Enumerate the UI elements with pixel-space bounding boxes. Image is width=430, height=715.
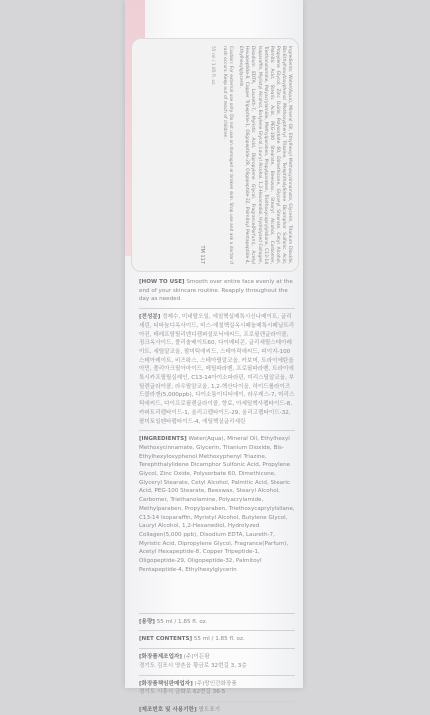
volume-text: 55 ml / 1.85 fl. oz. bbox=[156, 618, 208, 625]
divider bbox=[139, 430, 295, 431]
korean-ingredients-section bbox=[139, 313, 295, 426]
sticker-paragraph-2: Caution: For external use only. Do not use on damaged or broken skin. Stop use and ask a doctor if rash occurs. Keep out of reach of children. bbox=[222, 46, 234, 264]
expiry-section bbox=[139, 706, 295, 715]
divider bbox=[139, 308, 295, 309]
korean-ingredients-label: [전성분] bbox=[139, 314, 161, 321]
spacer bbox=[139, 575, 295, 609]
manufacturer-section bbox=[139, 653, 295, 671]
net-contents-section bbox=[139, 635, 295, 644]
volume-label: [용량] bbox=[139, 618, 155, 625]
expiry-label: [제조번호 및 사용기한] bbox=[139, 707, 197, 714]
manufacturer-address: 경기도 김포시 양촌읍 황금로 32번길 3, 3층 bbox=[139, 662, 247, 669]
divider bbox=[139, 701, 295, 702]
how-to-use-section bbox=[139, 278, 295, 304]
divider bbox=[139, 630, 295, 631]
divider bbox=[139, 613, 295, 614]
english-label-sticker bbox=[131, 38, 299, 272]
ingredients-text: Water(Aqua), Mineral Oil, Ethylhexyl Methoxycinnamate, Glycerin, Titanium Dioxide, Bis-Ethylhexyloxyphenol Methoxyphenyl Triazine, Terephthalylidene Dicamphor Sulfonic Acid, Propylene Glycol, Zinc Oxide, Polysorbate 60, Dimethicone, Glyceryl Stearate, Cetyl Alcohol, Palmitic Acid, Stearic Acid, PEG-100 Stearate, Beeswax, Stearyl Alcohol, Carbomer, Triethanolamine, Polyacrylamide, Methylparaben, Propylparaben, Triethoxycaprylylsilane, C13-14 Isoparaffin, Myristyl Alcohol, Butylene Glycol, Lauryl Alcohol, 1,2-Hexanediol, Hydrolyzed Collagen(5,000 ppb), Disodium EDTA, Laureth-7, Myristic Acid, Dipropylene Glycol, Fragrance(Parfum), Acetyl Hexapeptide-8, Copper Tripeptide-1, Oligopeptide-29, Oligopeptide-32, Palmitoyl Pentapeptide-4, Ethylhexylglycerin bbox=[139, 436, 295, 573]
manufacturer-name: (주)이든팜 bbox=[183, 654, 210, 661]
ingredients-section bbox=[139, 435, 295, 574]
divider bbox=[139, 675, 295, 676]
seller-label: [화장품책임판매업자] bbox=[139, 680, 193, 687]
product-box-side-panel bbox=[125, 0, 303, 714]
sticker-meta: 55 ml / 1.85 fl. oz. bbox=[209, 46, 215, 86]
net-contents-text: 55 ml / 1.85 fl. oz. bbox=[193, 636, 245, 643]
ingredients-label: [INGREDIENTS] bbox=[139, 436, 187, 443]
seller-section bbox=[139, 680, 295, 698]
sticker-paragraph-1: Ingredients: Water(Aqua), Mineral Oil, Ethylhexyl Methoxycinnamate, Glycerin, Titanium Dioxide, Bis-Ethylhexyloxyphenol Methoxyphenyl Triazine, Terephthalylidene Dicamphor Sulfonic Acid, Propylene Glycol, Zinc Oxide, Polysorbate 60, Dimethicone, Glyceryl Stearate, Cetyl Alcohol, Palmitic Acid, Stearic Acid, PEG-100 Stearate, Beeswax, Stearyl Alcohol, Carbomer, Triethanolamine, Polyacrylamide, Methylparaben, Propylparaben, Triethoxycaprylylsilane, C13-14 Isoparaffin, Myristyl Alcohol, Butylene Glycol, Lauryl Alcohol, 1,2-Hexanediol, Hydrolyzed Collagen, Disodium EDTA, Laureth-7, Myristic Acid, Dipropylene Glycol, Fragrance(Parfum), Acetyl Hexapeptide-8, Copper Tripeptide-1, Oligopeptide-29, Oligopeptide-32, Palmitoyl Pentapeptide-4, Ethylhexylglycerin. bbox=[238, 46, 292, 264]
divider bbox=[139, 648, 295, 649]
sticker-rotated-text bbox=[132, 40, 296, 270]
manufacturer-label: [화장품제조업자] bbox=[139, 654, 182, 661]
seller-address: 경기도 시흥시 금화로 62번길 36-5 bbox=[139, 689, 226, 696]
korean-ingredients-text: 정제수, 미네랄오일, 에칠헥실메톡시신나메이트, 글리세린, 티타늄디옥사이드, 비스-에칠헥실옥시페놀메톡시페닐트리아진, 테레프탈릴리덴디캠퍼설포닉애씨드, 프로필렌글라이콜, 징크옥사이드, 폴리솔베이트60, 다이메티콘, 글리세릴스테아레이트, 세틸알코올, 팔미틱애씨드, 스테아릭애씨드, 피이지-100스테아레이트, 비즈왁스, 스테아릴알코올, 카보머, 트라이에탄올아민, 폴리아크릴아마이드, 메틸파라벤, 프로필파라벤, 트라이에톡시카프릴릴실레인, C13-14아이소파라핀, 미리스틸알코올, 부틸렌글라이콜, 라우릴알코올, 1,2-헥산다이올, 하이드롤라이즈드콜라겐(5,000ppb), 다이소듐이디티에이, 라우레스-7, 미리스틱애씨드, 다이프로필렌글라이콜, 향료, 아세틸헥사펩타이드-8, 카퍼트리펩타이드-1, 올리고펩타이드-29, 올리고펩타이드-32, 팔미토일펜타펩타이드-4, 에틸헥실글리세린 bbox=[139, 314, 295, 425]
sticker-code: TM 117 bbox=[198, 245, 205, 264]
expiry-text: 별도표기 bbox=[198, 707, 221, 714]
volume-section bbox=[139, 618, 295, 627]
net-contents-label: [NET CONTENTS] bbox=[139, 636, 193, 643]
seller-name: (주)랑인간화장품 bbox=[194, 680, 237, 687]
how-to-use-text: Smooth over entire face evenly at the end of your skincare routine. Reapply throughout the day as needed. bbox=[139, 279, 293, 303]
how-to-use-label: [HOW TO USE] bbox=[139, 279, 185, 285]
label-content bbox=[139, 278, 295, 715]
